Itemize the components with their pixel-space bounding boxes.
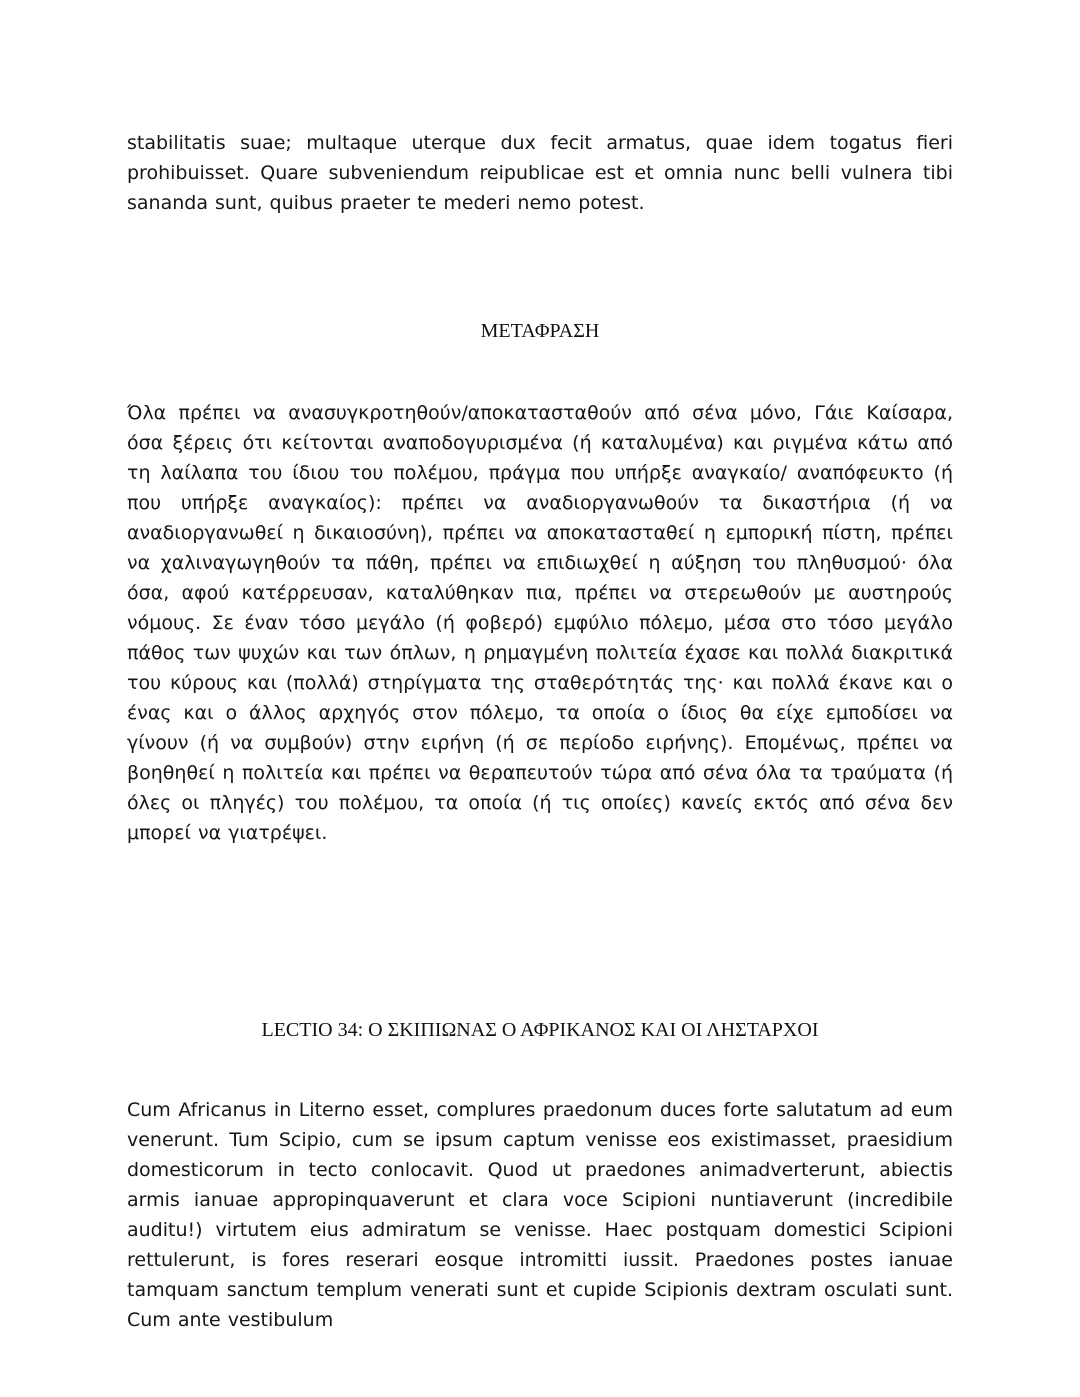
paragraph-greek-translation: Όλα πρέπει να ανασυγκροτηθούν/αποκατασταθούν από σένα μόνο, Γάιε Καίσαρα, όσα ξέρεις ότι κείτονται αναποδογυρισμένα (ή καταλυμένα) και ριγμένα κάτω από τη λαίλαπα του ίδιου του πολέμου, πράγμα που υπήρξε αναγκαίο/ αναπόφευκτο (ή που υπήρξε αναγκαίος): πρέπει να αναδιοργανωθούν τα δικαστήρια (ή να αναδιοργανωθεί η δικαιοσύνη), πρέπει να αποκατασταθεί η εμπορική πίστη, πρέπει να χαλιναγωγηθούν τα πάθη, πρέπει να επιδιωχθεί η αύξηση του πληθυσμού· όλα όσα, αφού κατέρρευσαν, καταλύθηκαν πια, πρέπει να στερεωθούν με αυστηρούς νόμους. Σε έναν τόσο μεγάλο (ή φοβερό) εμφύλιο πόλεμο, μέσα στο τόσο μεγάλο πάθος των ψυχών και των όπλων, η ρημαγμένη πολιτεία έχασε και πολλά διακριτικά του κύρους και (πολλά) στηρίγματα της σταθερότητάς της· και πολλά έκανε και ο ένας και ο άλλος αρχηγός στον πόλεμο, τα οποία ο ίδιος θα είχε εμποδίσει να γίνουν (ή να συμβούν) στην ειρήνη (ή σε περίοδο ειρήνης). Επομένως, πρέπει να βοηθηθεί η πολιτεία και πρέπει να θεραπευτούν τώρα από σένα όλα τα τραύματα (ή όλες οι πληγές) του πολέμου, τα οποία (ή τις οποίες) κανείς εκτός από σένα δεν μπορεί να γιατρέψει. [127, 402, 953, 844]
heading-lectio-34: LECTIO 34: Ο ΣΚΙΠΙΩΝΑΣ Ο ΑΦΡΙΚΑΝΟΣ ΚΑΙ ΟΙ ΛΗΣΤΑΡΧΟΙ [261, 1019, 819, 1041]
heading-metafrasi: ΜΕΤΑΦΡΑΣΗ [480, 320, 600, 342]
paragraph-latin-continuation: stabilitatis suae; multaque uterque dux fecit armatus, quae idem togatus fieri prohibuisset. Quare subveniendum reipublicae est et omnia nunc belli vulnera tibi sananda sunt, quibus praeter te mederi nemo potest. [127, 132, 953, 214]
paragraph-latin-lectio-34: Cum Africanus in Literno esset, complures praedonum duces forte salutatum ad eum venerunt. Tum Scipio, cum se ipsum captum venisse eos existimasset, praesidium domesticorum in tecto conlocavit. Quod ut praedones animadverterunt, abiectis armis ianuae appropinquaverunt et clara voce Scipioni nuntiaverunt (incredibile auditu!) virtutem eius admiratum se venisse. Haec postquam domestici Scipioni rettulerunt, is fores reserari eosque intromitti iussit. Praedones postes ianuae tamquam sanctum templum venerati sunt et cupide Scipionis dextram osculati sunt. Cum ante vestibulum [127, 1099, 953, 1331]
